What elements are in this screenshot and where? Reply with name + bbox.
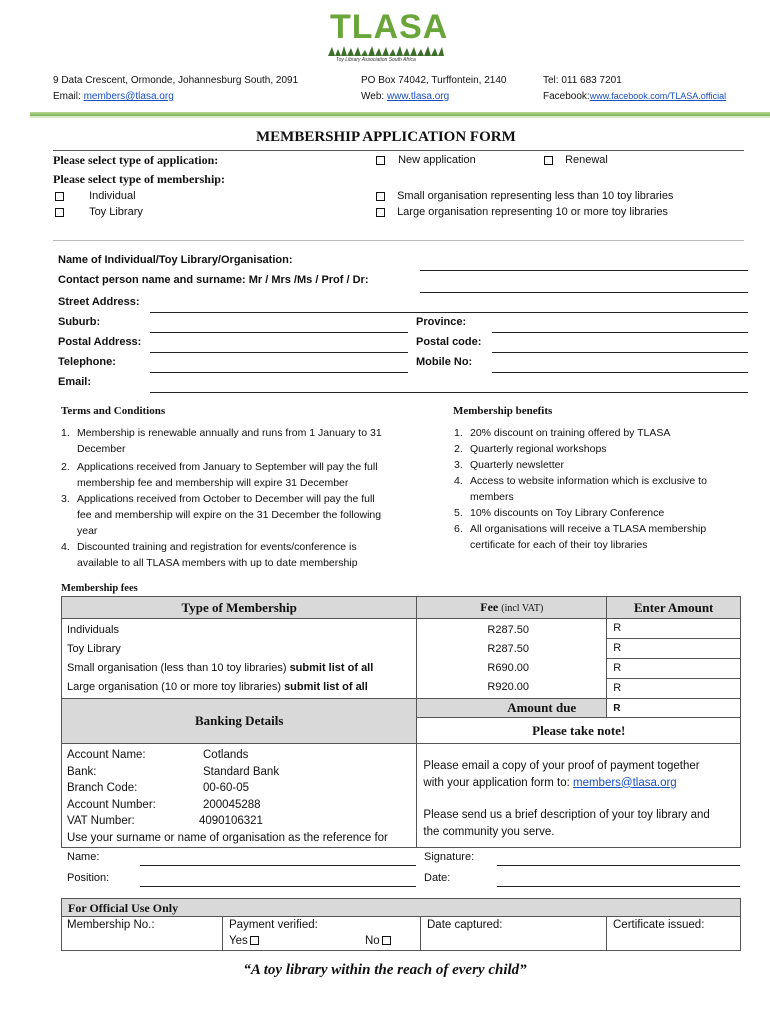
- benefit-item: 3. Quarterly newsletter: [454, 459, 564, 471]
- fee-row-type: Individuals: [67, 623, 119, 636]
- street-field-label: Street Address:: [58, 296, 140, 308]
- note-description-line1: Please send us a brief description of your toy library and: [423, 809, 710, 821]
- benefits-list: [454, 425, 754, 553]
- fee-row-value: R690.00: [487, 661, 530, 674]
- new-application-label: New application: [398, 154, 476, 166]
- payment-no-checkbox[interactable]: [382, 936, 391, 945]
- section-divider: [53, 240, 744, 241]
- fees-rows-block: [62, 619, 741, 699]
- mobile-field-line[interactable]: [492, 372, 748, 373]
- date-captured-label: Date captured:: [427, 919, 503, 931]
- large-org-option[interactable]: [376, 206, 668, 218]
- header-email-line: [53, 91, 174, 102]
- benefit-item: 5. 10% discounts on Toy Library Conference: [454, 507, 665, 519]
- slogan: “A toy library within the reach of every child”: [243, 962, 527, 978]
- individual-option[interactable]: [55, 190, 136, 202]
- payment-no-option[interactable]: [365, 935, 391, 947]
- amounts-cell: [607, 619, 741, 699]
- signoff-date-label: Date:: [424, 872, 451, 884]
- small-org-label: Small organisation representing less than 10 toy libraries: [397, 190, 674, 202]
- signoff-position-line[interactable]: [140, 886, 416, 887]
- title-rule: [53, 150, 744, 151]
- terms-item: 4. Discounted training and registration for events/conference is available to all TLASA members with up to date membership: [61, 541, 358, 569]
- province-field-line[interactable]: [492, 332, 748, 333]
- header-po-box: PO Box 74042, Turffontein, 2140: [361, 75, 507, 86]
- postal-code-field-label: Postal code:: [416, 336, 482, 348]
- col-fee-note: (incl VAT): [501, 603, 544, 614]
- payment-verified-label: Payment verified:: [229, 919, 318, 931]
- email-field-label: Email:: [58, 376, 92, 388]
- terms-item: 3. Applications received from October to December will pay the full fee and membership will expire on the 31 December the following year: [61, 493, 382, 537]
- signoff-name-label: Name:: [67, 851, 100, 863]
- benefit-item: 6. All organisations will receive a TLASA membership certificate for each of their toy libraries: [454, 523, 707, 551]
- new-application-checkbox[interactable]: [376, 156, 385, 165]
- renewal-label: Renewal: [565, 154, 608, 166]
- small-org-option[interactable]: [376, 190, 673, 202]
- amount-due-label: Amount due: [417, 699, 607, 718]
- header-web-link[interactable]: www.tlasa.org: [386, 91, 450, 102]
- contact-field-label: Contact person name and surname: Mr / Mrs /Ms / Prof / Dr:: [58, 274, 369, 286]
- amount-input[interactable]: R: [607, 639, 740, 659]
- amount-input[interactable]: R: [613, 682, 622, 694]
- official-use-title: For Official Use Only: [62, 899, 740, 917]
- banking-line: Bank: Standard Bank: [67, 765, 280, 778]
- amount-input[interactable]: R: [607, 619, 740, 639]
- col-amount-header: Enter Amount: [607, 597, 741, 619]
- banking-line: Branch Code: 00-60-05: [67, 782, 250, 794]
- telephone-field-label: Telephone:: [58, 356, 116, 368]
- membership-types-cell: [62, 619, 417, 699]
- header-divider-shadow: [30, 116, 770, 118]
- fee-row-value: R287.50: [487, 642, 530, 655]
- fee-row-type: Large organisation (10 or more toy libraries) submit list of all: [67, 680, 368, 693]
- tlasa-logo: [326, 8, 449, 66]
- toy-library-label: Toy Library: [89, 206, 143, 218]
- signoff-name-line[interactable]: [140, 865, 416, 866]
- renewal-checkbox[interactable]: [544, 156, 553, 165]
- certificate-issued-label: Certificate issued:: [613, 919, 705, 931]
- signoff-signature-line[interactable]: [497, 865, 740, 866]
- header-web-label: Web:: [361, 91, 385, 102]
- membership-type-label: Please select type of membership:: [53, 172, 225, 186]
- fees-table: [61, 596, 741, 848]
- note-email-line1: Please email a copy of your proof of payment together: [423, 760, 700, 772]
- note-email-line2: with your application form to: members@tlasa.org: [423, 776, 677, 789]
- signoff-position-label: Position:: [67, 872, 110, 884]
- banking-title: Banking Details: [62, 699, 417, 744]
- fee-row-value: R920.00: [487, 680, 530, 693]
- toy-library-option[interactable]: [55, 206, 143, 218]
- suburb-field-label: Suburb:: [58, 316, 101, 328]
- logo-grass-graphic: [328, 44, 444, 56]
- renewal-option[interactable]: [544, 154, 608, 166]
- note-cell: [417, 744, 741, 848]
- membership-no-label: Membership No.:: [67, 919, 155, 931]
- toy-library-checkbox[interactable]: [55, 208, 64, 217]
- province-field-label: Province:: [416, 316, 467, 328]
- banking-details-cell: [62, 744, 417, 848]
- name-field-line[interactable]: [420, 270, 748, 271]
- benefit-item: 2. Quarterly regional workshops: [454, 443, 607, 455]
- col-fee-header: [417, 597, 607, 619]
- small-org-checkbox[interactable]: [376, 192, 385, 201]
- postal-address-field-line[interactable]: [150, 352, 408, 353]
- signoff-signature-label: Signature:: [424, 851, 475, 863]
- amount-due-input[interactable]: R: [607, 699, 741, 718]
- large-org-checkbox[interactable]: [376, 208, 385, 217]
- fee-row-type: Small organisation (less than 10 toy libraries) submit list of all: [67, 661, 374, 674]
- mobile-field-label: Mobile No:: [416, 356, 473, 368]
- terms-item: 2. Applications received from January to September will pay the full membership fee and membership will expire 31 December: [61, 461, 378, 489]
- suburb-field-line[interactable]: [150, 332, 408, 333]
- name-field-label: Name of Individual/Toy Library/Organisation:: [58, 254, 293, 266]
- telephone-field-line[interactable]: [150, 372, 408, 373]
- official-use-box: [61, 898, 741, 951]
- terms-list: [61, 425, 431, 571]
- amount-input[interactable]: R: [607, 659, 740, 679]
- header-facebook-label: Facebook:: [543, 91, 590, 102]
- banking-line: Account Name: Cotlands: [67, 749, 249, 761]
- fee-row-type: Toy Library: [67, 642, 121, 655]
- email-field-line[interactable]: [150, 392, 748, 393]
- logo-text: TLASA: [330, 8, 449, 46]
- banking-line: Account Number: 200045288: [67, 798, 261, 811]
- note-email-link[interactable]: members@tlasa.org: [573, 776, 677, 789]
- postal-code-field-line[interactable]: [492, 352, 748, 353]
- form-title: MEMBERSHIP APPLICATION FORM: [256, 129, 516, 145]
- payment-yes-label: Yes: [229, 935, 248, 947]
- banking-row: [62, 744, 741, 848]
- new-application-option[interactable]: [376, 154, 476, 166]
- reference-note: Use your surname or name of organisation as the reference for: [67, 831, 388, 844]
- note-description-line2: the community you serve.: [423, 825, 555, 838]
- large-org-label: Large organisation representing 10 or more toy libraries: [397, 206, 668, 218]
- header-web-line: [361, 91, 449, 102]
- banking-line: VAT Number: 4090106321: [67, 815, 263, 827]
- postal-address-field-label: Postal Address:: [58, 336, 142, 348]
- signoff-date-line[interactable]: [497, 886, 740, 887]
- fee-row-value: R287.50: [487, 623, 530, 636]
- amount-due-row: [62, 699, 741, 718]
- header-email-link[interactable]: members@tlasa.org: [83, 91, 174, 102]
- benefits-title: Membership benefits: [453, 405, 553, 417]
- header-facebook-line: [543, 91, 726, 102]
- header-tel: Tel: 011 683 7201: [543, 75, 622, 86]
- note-title: Please take note!: [417, 718, 741, 744]
- fees-header-row: [62, 597, 741, 619]
- col-fee-label: Fee: [480, 600, 499, 614]
- col-type-header: Type of Membership: [62, 597, 417, 619]
- street-field-line[interactable]: [150, 312, 748, 313]
- fees-cell: [417, 619, 607, 699]
- payment-yes-checkbox[interactable]: [250, 936, 259, 945]
- benefit-item: 4. Access to website information which is exclusive to members: [454, 475, 707, 503]
- header-email-label: Email:: [53, 91, 81, 102]
- terms-item: 1. Membership is renewable annually and runs from 1 January to 31 December: [61, 427, 382, 455]
- application-type-label: Please select type of application:: [53, 153, 219, 167]
- benefit-item: 1. 20% discount on training offered by TLASA: [454, 427, 671, 439]
- fees-section-title: Membership fees: [61, 583, 138, 594]
- payment-no-label: No: [365, 935, 380, 947]
- header-facebook-link[interactable]: www.facebook.com/TLASA.official: [589, 91, 727, 101]
- logo-tagline: Toy Library Association South Africa: [336, 57, 416, 63]
- header-address: 9 Data Crescent, Ormonde, Johannesburg South, 2091: [53, 75, 299, 86]
- individual-checkbox[interactable]: [55, 192, 64, 201]
- terms-title: Terms and Conditions: [61, 405, 166, 417]
- payment-yes-option[interactable]: [229, 935, 259, 947]
- contact-field-line[interactable]: [420, 292, 748, 293]
- individual-label: Individual: [89, 190, 136, 202]
